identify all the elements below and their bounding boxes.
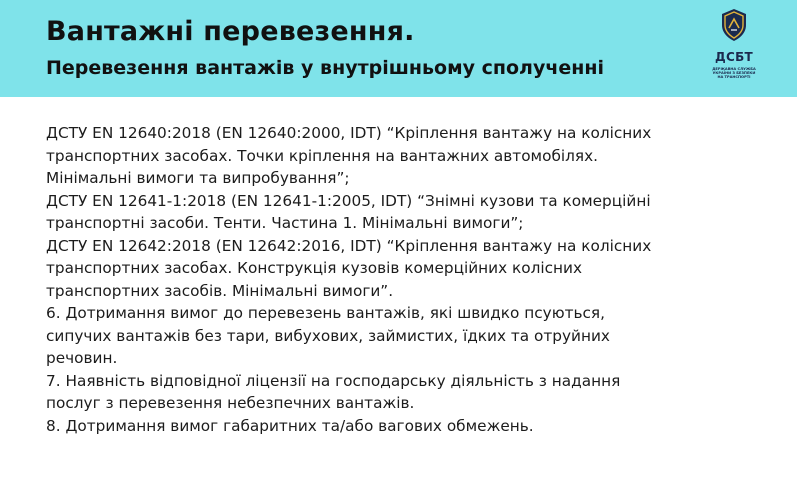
text-line: транспортних засобів. Мінімальні вимоги”. (46, 281, 394, 300)
page-title: Вантажні перевезення. (46, 16, 415, 47)
text-line: послуг з перевезення небезпечних вантажів. (46, 394, 415, 412)
page-subtitle: Перевезення вантажів у внутрішньому сполученні (46, 57, 605, 79)
logo-name-line: УКРАЇНИ З БЕЗПЕКИ (712, 71, 756, 75)
text-line: ДСТУ EN 12640:2018 (EN 12640:2000, IDT) “Кріплення вантажу на колісних (46, 124, 652, 142)
text-line: транспортних засобах. Конструкція кузовів комерційних колісних (46, 259, 583, 277)
text-line: транспортні засоби. Тенти. Частина 1. Мінімальні вимоги”; (46, 214, 524, 232)
list-item-7: 7. Наявність відповідної ліцензії на господарську діяльність з надання (46, 371, 621, 390)
regulation-text (46, 122, 766, 437)
logo-name-line: ДЕРЖАВНА СЛУЖБА (712, 67, 756, 71)
text-line: сипучих вантажів без тари, вибухових, займистих, їдких та отруйних (46, 326, 610, 345)
text-line: ДСТУ EN 12642:2018 (EN 12642:2016, IDT) “Кріплення вантажу на колісних (46, 236, 652, 255)
list-item-6: 6. Дотримання вимог до перевезень вантажів, які швидко псуються, (46, 304, 605, 322)
list-item-8: 8. Дотримання вимог габаритних та/або вагових обмежень. (46, 416, 534, 435)
logo-abbreviation: ДСБТ (714, 50, 754, 64)
logo-name-line: НА ТРАНСПОРТІ (717, 75, 751, 79)
agency-logo (693, 8, 775, 92)
text-line: транспортних засобах. Точки кріплення на вантажних автомобілях. (46, 146, 599, 165)
text-line: ДСТУ EN 12641-1:2018 (EN 12641-1:2005, IDT) “Знімні кузови та комерційні (46, 191, 651, 210)
header-banner (0, 0, 797, 97)
text-line: Мінімальні вимоги та випробування”; (46, 169, 350, 187)
text-line: речовин. (46, 349, 118, 367)
shield-icon (721, 8, 747, 42)
